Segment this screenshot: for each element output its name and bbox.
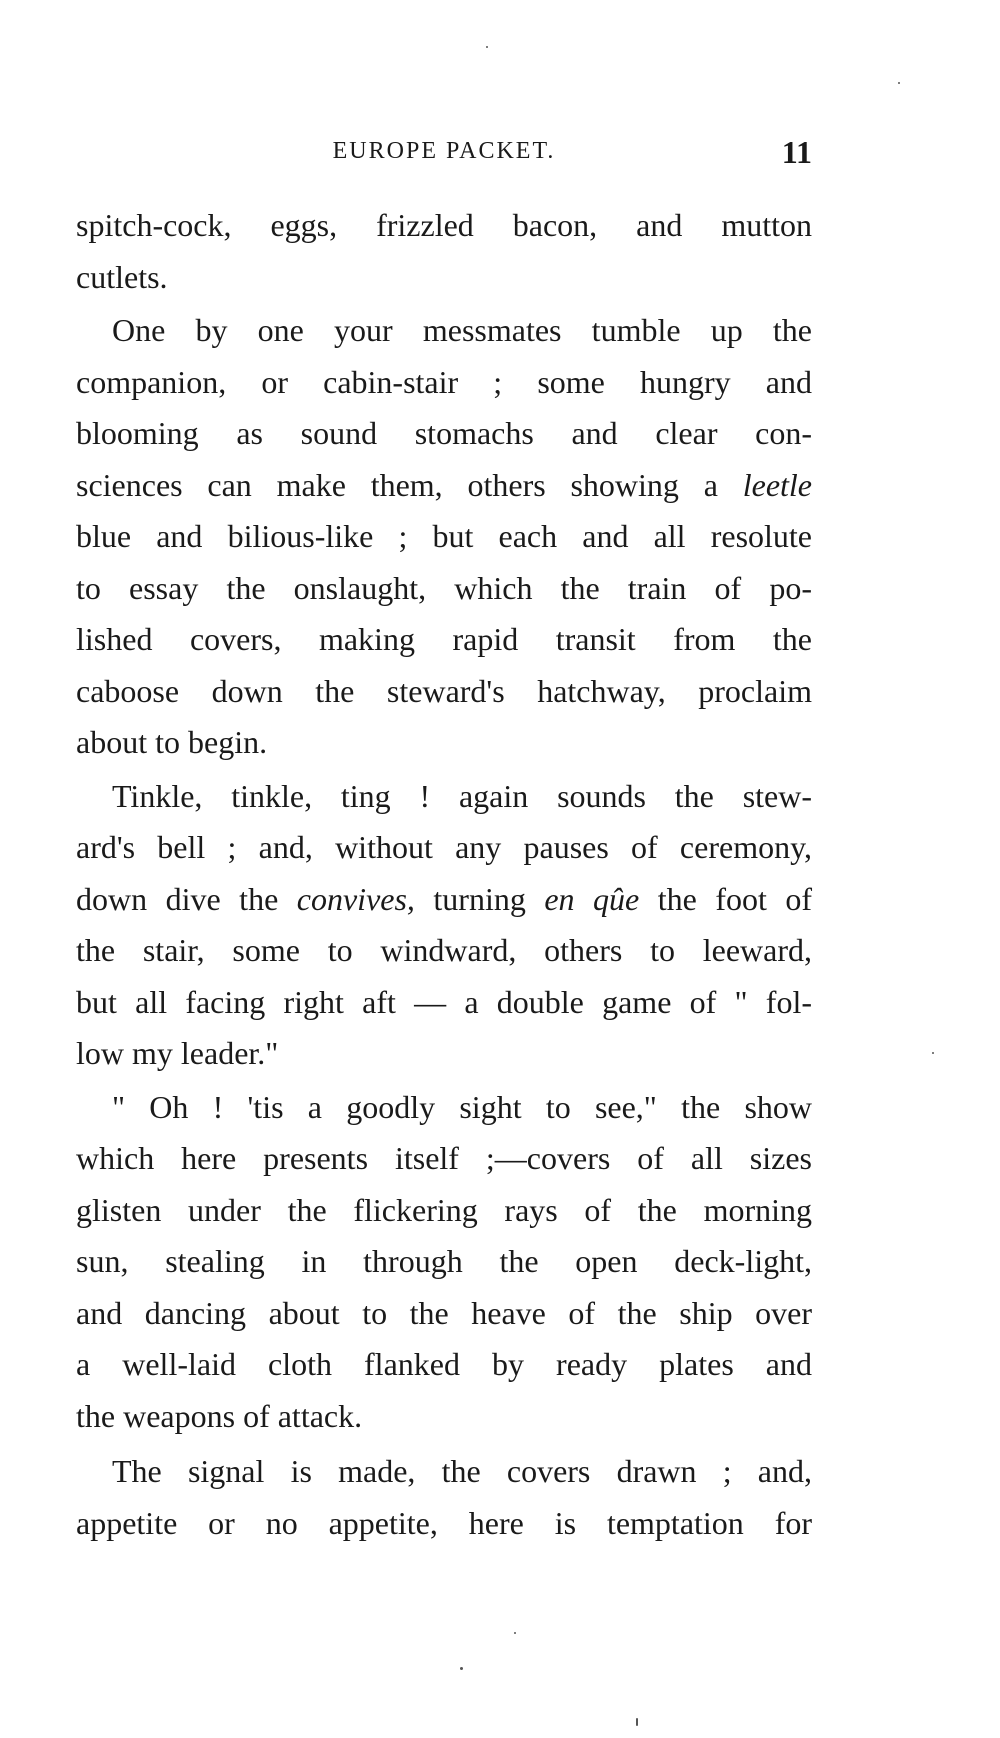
scan-speck: [932, 1052, 934, 1054]
italic-word: en qûe: [544, 880, 640, 917]
text-line: a well-laid cloth flanked by ready plates and: [76, 1346, 812, 1382]
text-line: One by one your messmates tumble up the: [112, 312, 812, 348]
text-line-part: down dive the: [76, 880, 297, 917]
page-header: [76, 134, 812, 178]
text-line: spitch-cock, eggs, frizzled bacon, and mutton: [76, 207, 812, 243]
paragraph-5: [76, 1446, 812, 1549]
text-line-part: sciences can make them, others showing a: [76, 466, 743, 503]
italic-word: convives,: [296, 880, 415, 917]
text-line: [76, 460, 812, 512]
text-line: lished covers, making rapid transit from the: [76, 621, 812, 657]
text-line: and dancing about to the heave of the ship over: [76, 1294, 812, 1331]
text-line-part: the foot of: [639, 880, 813, 917]
text-line: but all facing right aft — a double game of " fol-: [76, 983, 812, 1020]
text-line: Tinkle, tinkle, ting ! again sounds the stew-: [112, 777, 812, 814]
paragraph-3: [76, 771, 812, 1080]
text-line: blue and bilious-like ; but each and all resolute: [76, 518, 812, 554]
text-line: " Oh ! 'tis a goodly sight to see," the show: [112, 1088, 812, 1125]
text-line-part: turning: [414, 880, 545, 917]
paragraph-1: [76, 200, 812, 303]
scan-speck: [486, 46, 488, 48]
text-line: the weapons of attack.: [76, 1397, 363, 1434]
text-line: caboose down the steward's hatchway, proclaim: [76, 672, 812, 709]
text-line: blooming as sound stomachs and clear con-: [76, 415, 812, 451]
text-line: glisten under the flickering rays of the morning: [76, 1191, 812, 1228]
paragraph-4: [76, 1082, 812, 1443]
scan-speck: [514, 1632, 516, 1634]
page-number: 11: [781, 134, 812, 170]
text-line: cutlets.: [76, 258, 168, 295]
scan-speck: [460, 1667, 463, 1670]
running-head: EUROPE PACKET.: [332, 138, 556, 164]
text-line: [76, 874, 812, 926]
text-line: ard's bell ; and, without any pauses of ceremony,: [76, 829, 812, 865]
scan-speck: [636, 1718, 638, 1726]
text-line: the stair, some to windward, others to leeward,: [76, 932, 812, 968]
text-line: The signal is made, the covers drawn ; and,: [112, 1453, 812, 1489]
scan-speck: [898, 82, 900, 84]
text-line: sun, stealing in through the open deck-light,: [76, 1243, 812, 1279]
body-text: [76, 200, 812, 1549]
text-line: about to begin.: [76, 724, 268, 760]
text-line: low my leader.": [76, 1035, 279, 1071]
text-line: to essay the onslaught, which the train of po-: [76, 569, 812, 606]
italic-word: leetle: [742, 466, 812, 503]
paragraph-2: [76, 305, 812, 769]
text-line: appetite or no appetite, here is temptation for: [76, 1504, 812, 1541]
text-line: which here presents itself ;—covers of all sizes: [76, 1140, 812, 1176]
text-line: companion, or cabin-stair ; some hungry and: [76, 363, 812, 400]
